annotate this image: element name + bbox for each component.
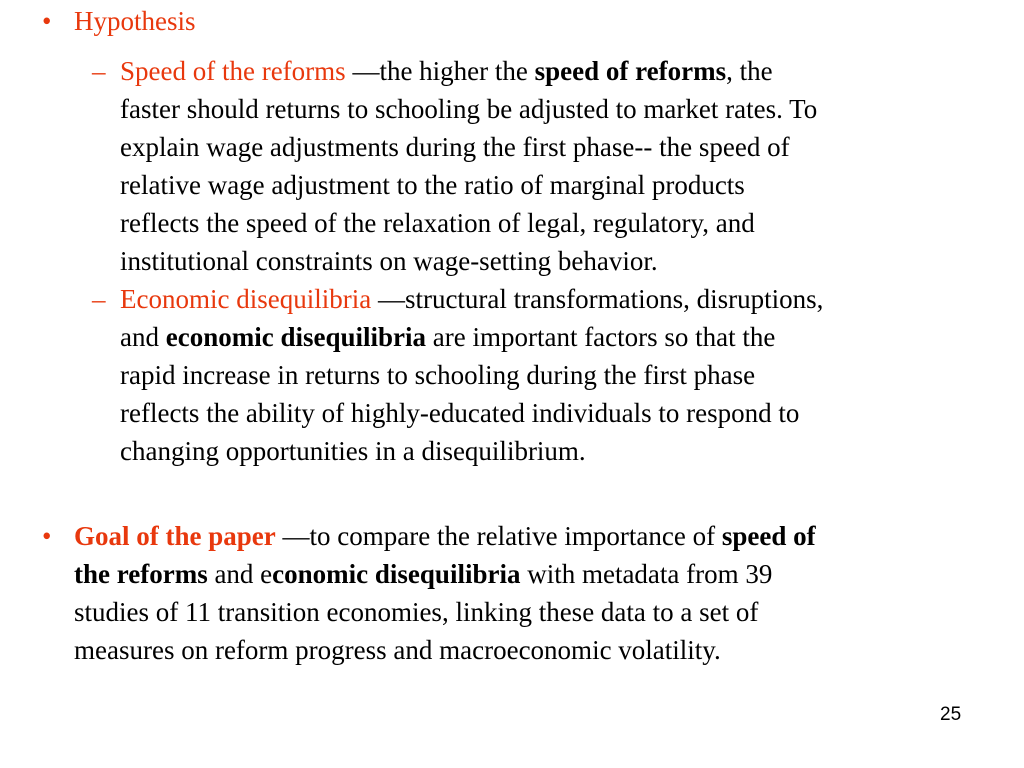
diseq-line-1	[120, 280, 823, 318]
goal-line-2-c: and e	[207, 559, 273, 589]
speed-line-1-a: —the higher the	[345, 56, 535, 86]
bullet-hypothesis	[0, 2, 1024, 42]
speed-line-3: explain wage adjustments during the first phase-- the speed of	[120, 132, 790, 162]
subbullet-economic-disequilibria	[0, 280, 1024, 472]
diseq-line-5: changing opportunities in a disequilibrium.	[120, 436, 586, 466]
bullet-marker: •	[42, 521, 52, 551]
diseq-line-2	[120, 318, 775, 356]
subbullet-speed-of-reforms	[0, 52, 1024, 282]
bullet-goal	[0, 517, 1024, 671]
goal-line-3: studies of 11 transition economies, linking these data to a set of	[74, 597, 759, 627]
page-number: 25	[940, 704, 962, 725]
speed-line-5: reflects the speed of the relaxation of legal, regulatory, and	[120, 208, 755, 238]
diseq-line-2-a: and	[120, 322, 166, 352]
goal-line-2-e: with metadata from 39	[520, 559, 773, 589]
speed-line-4: relative wage adjustment to the ratio of marginal products	[120, 170, 745, 200]
goal-line-2	[74, 555, 772, 593]
goal-line-2-bold-1: the reforms	[74, 559, 208, 589]
speed-of-reforms-title: Speed of the reforms	[120, 56, 346, 86]
economic-disequilibria-title: Economic disequilibria	[120, 284, 372, 314]
hypothesis-heading: Hypothesis	[74, 6, 196, 36]
goal-line-1	[74, 517, 816, 555]
goal-line-4: measures on reform progress and macroeconomic volatility.	[74, 635, 721, 665]
diseq-line-1-a: —structural transformations, disruptions,	[371, 284, 824, 314]
speed-line-1-bold: speed of reforms	[534, 56, 727, 86]
diseq-line-2-bold: economic disequilibria	[165, 322, 426, 352]
speed-line-6: institutional constraints on wage-setting behavior.	[120, 246, 658, 276]
goal-title: Goal of the paper	[74, 521, 276, 551]
bullet-marker: •	[42, 6, 52, 36]
diseq-line-3: rapid increase in returns to schooling during the first phase	[120, 360, 756, 390]
goal-line-1-bold: speed of	[721, 521, 816, 551]
subbullet-marker: –	[92, 284, 106, 314]
subbullet-marker: –	[92, 56, 106, 86]
goal-line-2-bold-2: conomic disequilibria	[272, 559, 521, 589]
speed-line-1-c: , the	[726, 56, 773, 86]
diseq-line-2-c: are important factors so that the	[426, 322, 776, 352]
speed-line-2: faster should returns to schooling be adjusted to market rates. To	[120, 94, 818, 124]
speed-line-1	[120, 52, 773, 90]
diseq-line-4: reflects the ability of highly-educated individuals to respond to	[120, 398, 800, 428]
goal-line-1-a: —to compare the relative importance of	[275, 521, 722, 551]
